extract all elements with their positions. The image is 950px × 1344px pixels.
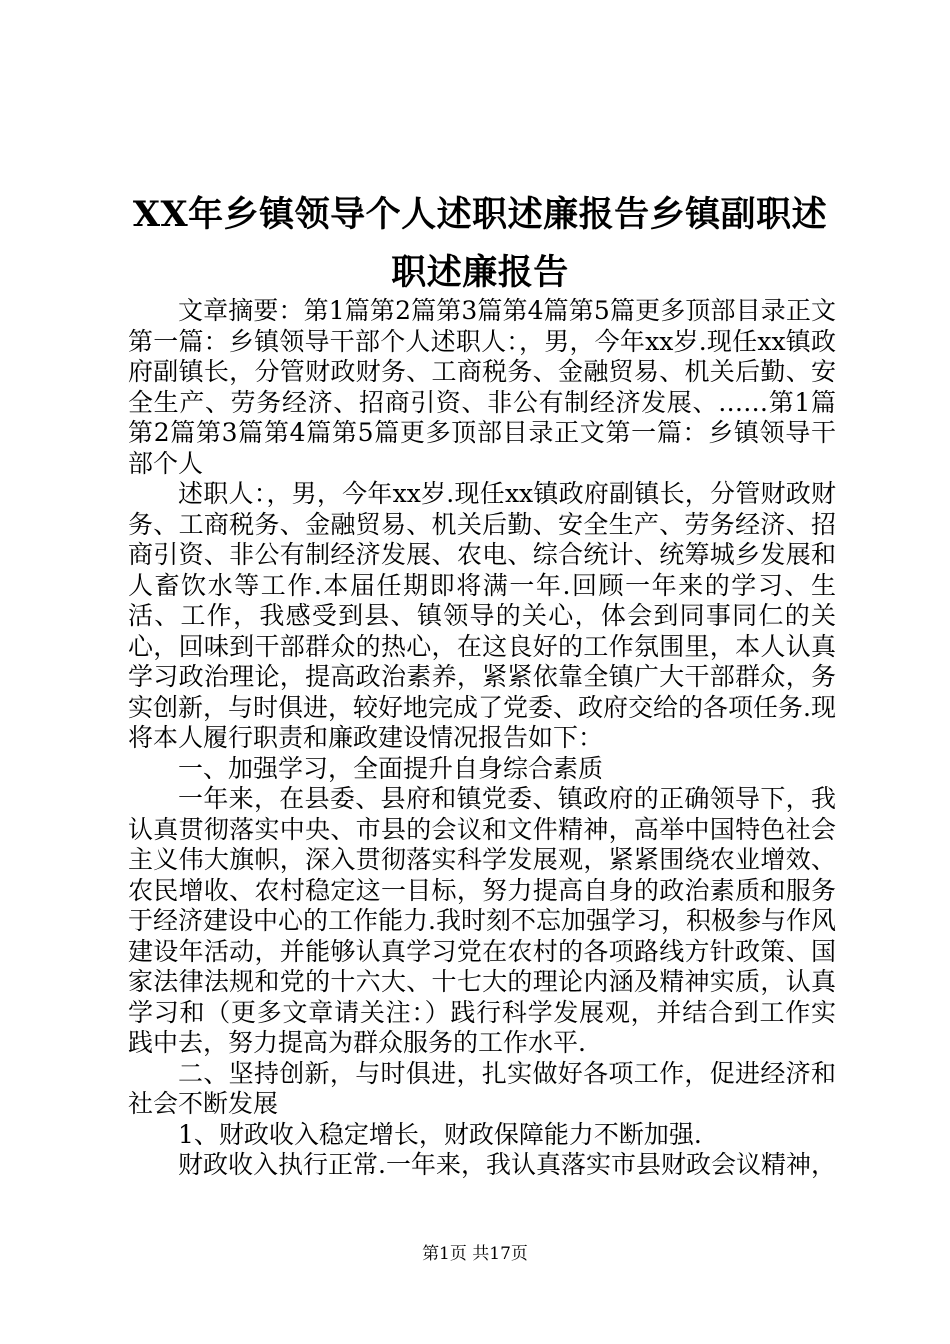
paragraph-intro: 述职人：，男，今年xx岁.现任xx镇政府副镇长，分管财政财务、工商税务、金融贸易、机关后勤、安全生产、劳务经济、招商引资、非公有制经济发展、农电、综合统计、统筹城乡发展和人畜饮水等工作.本届任期即将满一年.回顾一年来的学习、生活、工作，我感受到县、镇领导的关心，体会到同事同仁的关心，回味到干部群众的热心，在这良好的工作氛围里，本人认真学习政治理论，提高政治素养，紧紧依靠全镇广大干部群众，务实创新，与时俱进，较好地完成了党委、政府交给的各项任务.现将本人履行职责和廉政建设情况报告如下： (128, 479, 836, 752)
section-heading-2: 二、坚持创新，与时俱进，扎实做好各项工作，促进经济和社会不断发展 (128, 1058, 836, 1118)
title-line-1: XX年乡镇领导个人述职述廉报告乡镇副职述 (132, 194, 828, 235)
paragraph-subsection-1: 财政收入执行正常.一年来，我认真落实市县财政会议精神， (178, 1150, 836, 1179)
section-heading-1: 一、加强学习，全面提升自身综合素质 (178, 753, 604, 783)
title-line-2: 职述廉报告 (391, 252, 569, 293)
document-body (128, 296, 836, 1181)
document-title (120, 186, 840, 302)
subsection-heading-1: 1、财政收入稳定增长，财政保障能力不断加强. (178, 1119, 702, 1149)
paragraph-section-1: 一年来，在县委、县府和镇党委、镇政府的正确领导下，我认真贯彻落实中央、市县的会议和文件精神，高举中国特色社会主义伟大旗帜，深入贯彻落实科学发展观，紧紧围绕农业增效、农民增收、农村稳定这一目标，努力提高自身的政治素质和服务于经济建设中心的工作能力.我时刻不忘加强学习，积极参与作风建设年活动，并能够认真学习党在农村的各项路线方针政策、国家法律法规和党的十六大、十七大的理论内涵及精神实质，认真学习和（更多文章请关注：）践行科学发展观，并结合到工作实践中去，努力提高为群众服务的工作水平. (128, 784, 836, 1057)
page-number-footer: 第1页 共17页 (422, 1244, 528, 1264)
paragraph-abstract: 文章摘要：第1篇第2篇第3篇第4篇第5篇更多顶部目录正文第一篇：乡镇领导干部个人述职人：，男，今年xx岁.现任xx镇政府副镇长，分管财政财务、工商税务、金融贸易、机关后勤、安全生产、劳务经济、招商引资、非公有制经济发展、……第1篇第2篇第3篇第4篇第5篇更多顶部目录正文第一篇：乡镇领导干部个人 (128, 296, 836, 478)
